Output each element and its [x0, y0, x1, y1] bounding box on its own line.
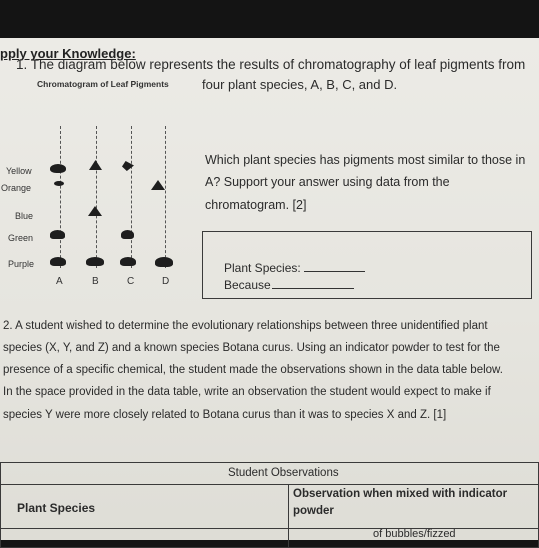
spot-c-purple [120, 257, 136, 266]
chart-title: Chromatogram of Leaf Pigments [37, 79, 169, 89]
column-label-b: B [92, 276, 99, 287]
question-2-line-1: 2. A student wished to determine the evolutionary relationships between three unidentified plant [3, 320, 488, 332]
header-observation: Observation when mixed with indicator powder [293, 488, 508, 517]
section-heading: pply your Knowledge: [0, 46, 136, 61]
pigment-label-orange: Orange [1, 183, 32, 193]
plant-species-label: Plant Species: [224, 261, 301, 275]
table-header-species [0, 484, 289, 529]
table-row-observation-cell[interactable] [288, 528, 539, 548]
spot-a-yellow [50, 164, 66, 173]
question-1-continuation: four plant species, A, B, C, and D. [202, 77, 398, 92]
table-title: Student Observations [228, 467, 339, 479]
spot-b-purple [86, 257, 104, 266]
spot-a-orange [54, 181, 64, 186]
column-line-d [165, 126, 166, 268]
table-title-cell [0, 462, 539, 484]
question-1-prompt-line-1: Which plant species has pigments most similar to those in [205, 153, 526, 167]
question-2-line-4: In the space provided in the data table, write an observation the student would expect to make if [3, 386, 491, 398]
spot-c-green [121, 230, 134, 239]
pigment-label-purple: Purple [8, 259, 35, 269]
question-1-prompt-line-2: A? Support your answer using data from the [205, 175, 450, 189]
spot-d-purple [155, 257, 173, 267]
column-line-b [96, 126, 97, 268]
question-2-line-2: species (X, Y, and Z) and a known species Botana curus. Using an indicator powder to test for the [3, 342, 500, 354]
header-plant-species: Plant Species [17, 501, 96, 515]
question-1-prompt-line-3: chromatogram. [2] [205, 198, 307, 212]
because-label: Because [224, 278, 271, 292]
plant-species-blank[interactable] [304, 271, 365, 272]
because-blank[interactable] [272, 288, 354, 289]
column-label-a: A [56, 276, 63, 287]
table-row-species-cell[interactable] [0, 528, 289, 548]
observations-table [0, 462, 539, 542]
column-label-d: D [162, 276, 170, 287]
column-line-a [60, 126, 61, 268]
table-header-observation [288, 484, 539, 529]
column-line-c [131, 126, 132, 268]
column-label-c: C [127, 276, 135, 287]
question-2-line-3: presence of a specific chemical, the student made the observations shown in the data table below. [3, 364, 503, 376]
pigment-label-green: Green [8, 233, 34, 243]
spot-a-green [50, 230, 65, 239]
pigment-label-yellow: Yellow [6, 166, 32, 176]
partial-observation-text: of bubbles/fizzed [373, 528, 456, 540]
pigment-label-blue: Blue [15, 211, 34, 221]
spot-a-purple [50, 257, 66, 266]
question-2-line-5: species Y were more closely related to Botana curus than it was to species X and Z. [1] [3, 409, 447, 421]
question-1-text: 1. The diagram below represents the results of chromatography of leaf pigments from [16, 57, 526, 72]
